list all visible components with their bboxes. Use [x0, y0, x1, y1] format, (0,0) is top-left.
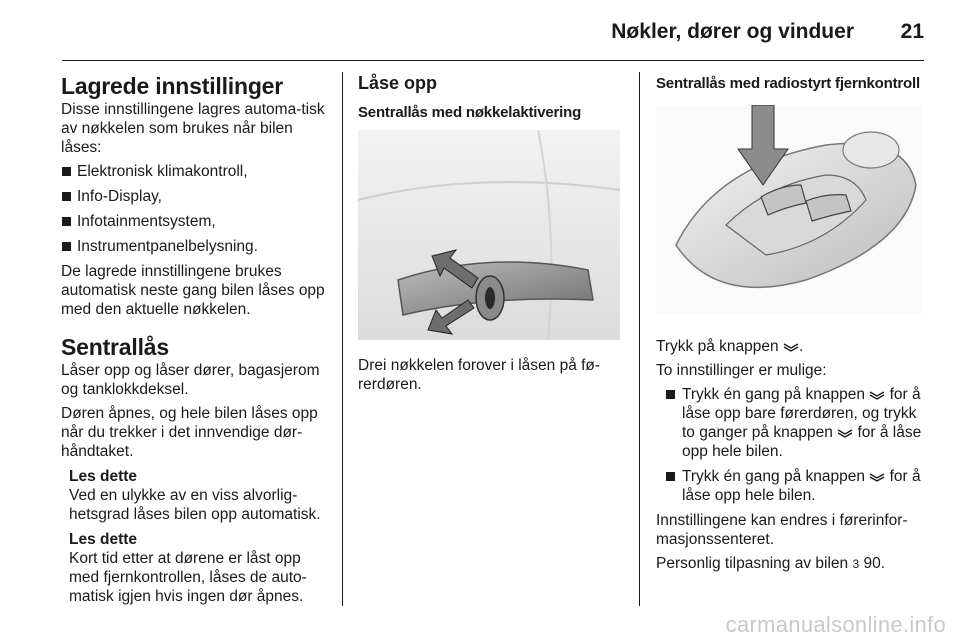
note-title: Les dette: [69, 468, 138, 485]
bullet-icon: [666, 390, 675, 399]
column-divider: [342, 72, 343, 606]
page-header: [62, 18, 924, 60]
key-turn-caption: Drei nøkkelen forover i låsen på fø-rerdøren.: [358, 357, 601, 393]
bullet-icon: [666, 472, 675, 481]
column-divider: [639, 72, 640, 606]
note-box: [61, 530, 331, 606]
unlock-button-icon: [837, 428, 853, 438]
press-button-paragraph: Trykk på knappen .: [656, 338, 804, 355]
subheading-key-activation: Sentrallås med nøkkelaktivering: [358, 104, 582, 121]
list-item: Elektronisk klimakontroll,: [61, 162, 331, 181]
bullet-icon: [62, 192, 71, 201]
after-list-paragraph: De lagrede innstillingene brukes automatisk neste gang bilen låses opp med den aktuelle nøkkelen.: [61, 263, 325, 318]
unlock-button-icon: [869, 390, 885, 400]
list-item: Instrumentpanelbelysning.: [61, 237, 331, 256]
list-item: Trykk én gang på knappen for å låse opp hele bilen.: [656, 467, 926, 505]
section-heading-stored-settings: Lagrede innstillinger: [61, 73, 284, 99]
bullet-icon: [62, 217, 71, 226]
page-number: 21: [900, 20, 924, 43]
section-heading-unlock: Låse opp: [358, 73, 438, 93]
unlock-button-icon: [869, 472, 885, 482]
bullet-icon: [62, 242, 71, 251]
subheading-remote-control: Sentrallås med radiostyrt fjernkontroll: [656, 75, 920, 92]
bullet-icon: [62, 167, 71, 176]
change-settings-paragraph: Innstillingene kan endres i førerinfor-masjonssenteret.: [656, 512, 908, 548]
list-item: Infotainmentsystem,: [61, 212, 331, 231]
note-text: Ved en ulykke av en viss alvorlig-hetsgrad låses bilen opp automatisk.: [69, 487, 321, 523]
options-list: [656, 385, 926, 505]
page-reference-icon: 3: [852, 557, 860, 571]
central-locking-paragraph-1: Låser opp og låser dører, bagasjerom og tanklokkdeksel.: [61, 362, 320, 398]
note-text: Kort tid etter at dørene er låst opp med fjernkontrollen, låses de auto-matisk igjen hvis ingen dør åpnes.: [69, 550, 307, 605]
unlock-button-icon: [783, 342, 799, 352]
header-title: Nøkler, dører og vinduer: [611, 20, 854, 43]
watermark: carmanualsonline.info: [725, 612, 946, 637]
column-middle: [358, 72, 628, 399]
list-item: Info-Display,: [61, 187, 331, 206]
note-box: [61, 467, 331, 524]
settings-list: [61, 162, 331, 256]
personalization-reference: Personlig tilpasning av bilen 3 90.: [656, 555, 886, 572]
door-handle-key-illustration: [358, 130, 620, 340]
remote-key-illustration: [656, 105, 922, 315]
section-heading-central-locking: Sentrallås: [61, 334, 169, 360]
two-settings-paragraph: To innstillinger er mulige:: [656, 362, 827, 379]
intro-paragraph: Disse innstillingene lagres automa-tisk av nøkkelen som brukes når bilen låses:: [61, 101, 325, 156]
column-left: [61, 72, 331, 612]
column-right: [656, 72, 926, 579]
header-rule: [62, 60, 924, 61]
central-locking-paragraph-2: Døren åpnes, og hele bilen låses opp når du trekker i det innvendige dør-håndtaket.: [61, 405, 318, 460]
note-title: Les dette: [69, 531, 138, 548]
list-item: Trykk én gang på knappen for å låse opp bare førerdøren, og trykk to ganger på knappen for å låse opp hele bilen.: [656, 385, 926, 461]
